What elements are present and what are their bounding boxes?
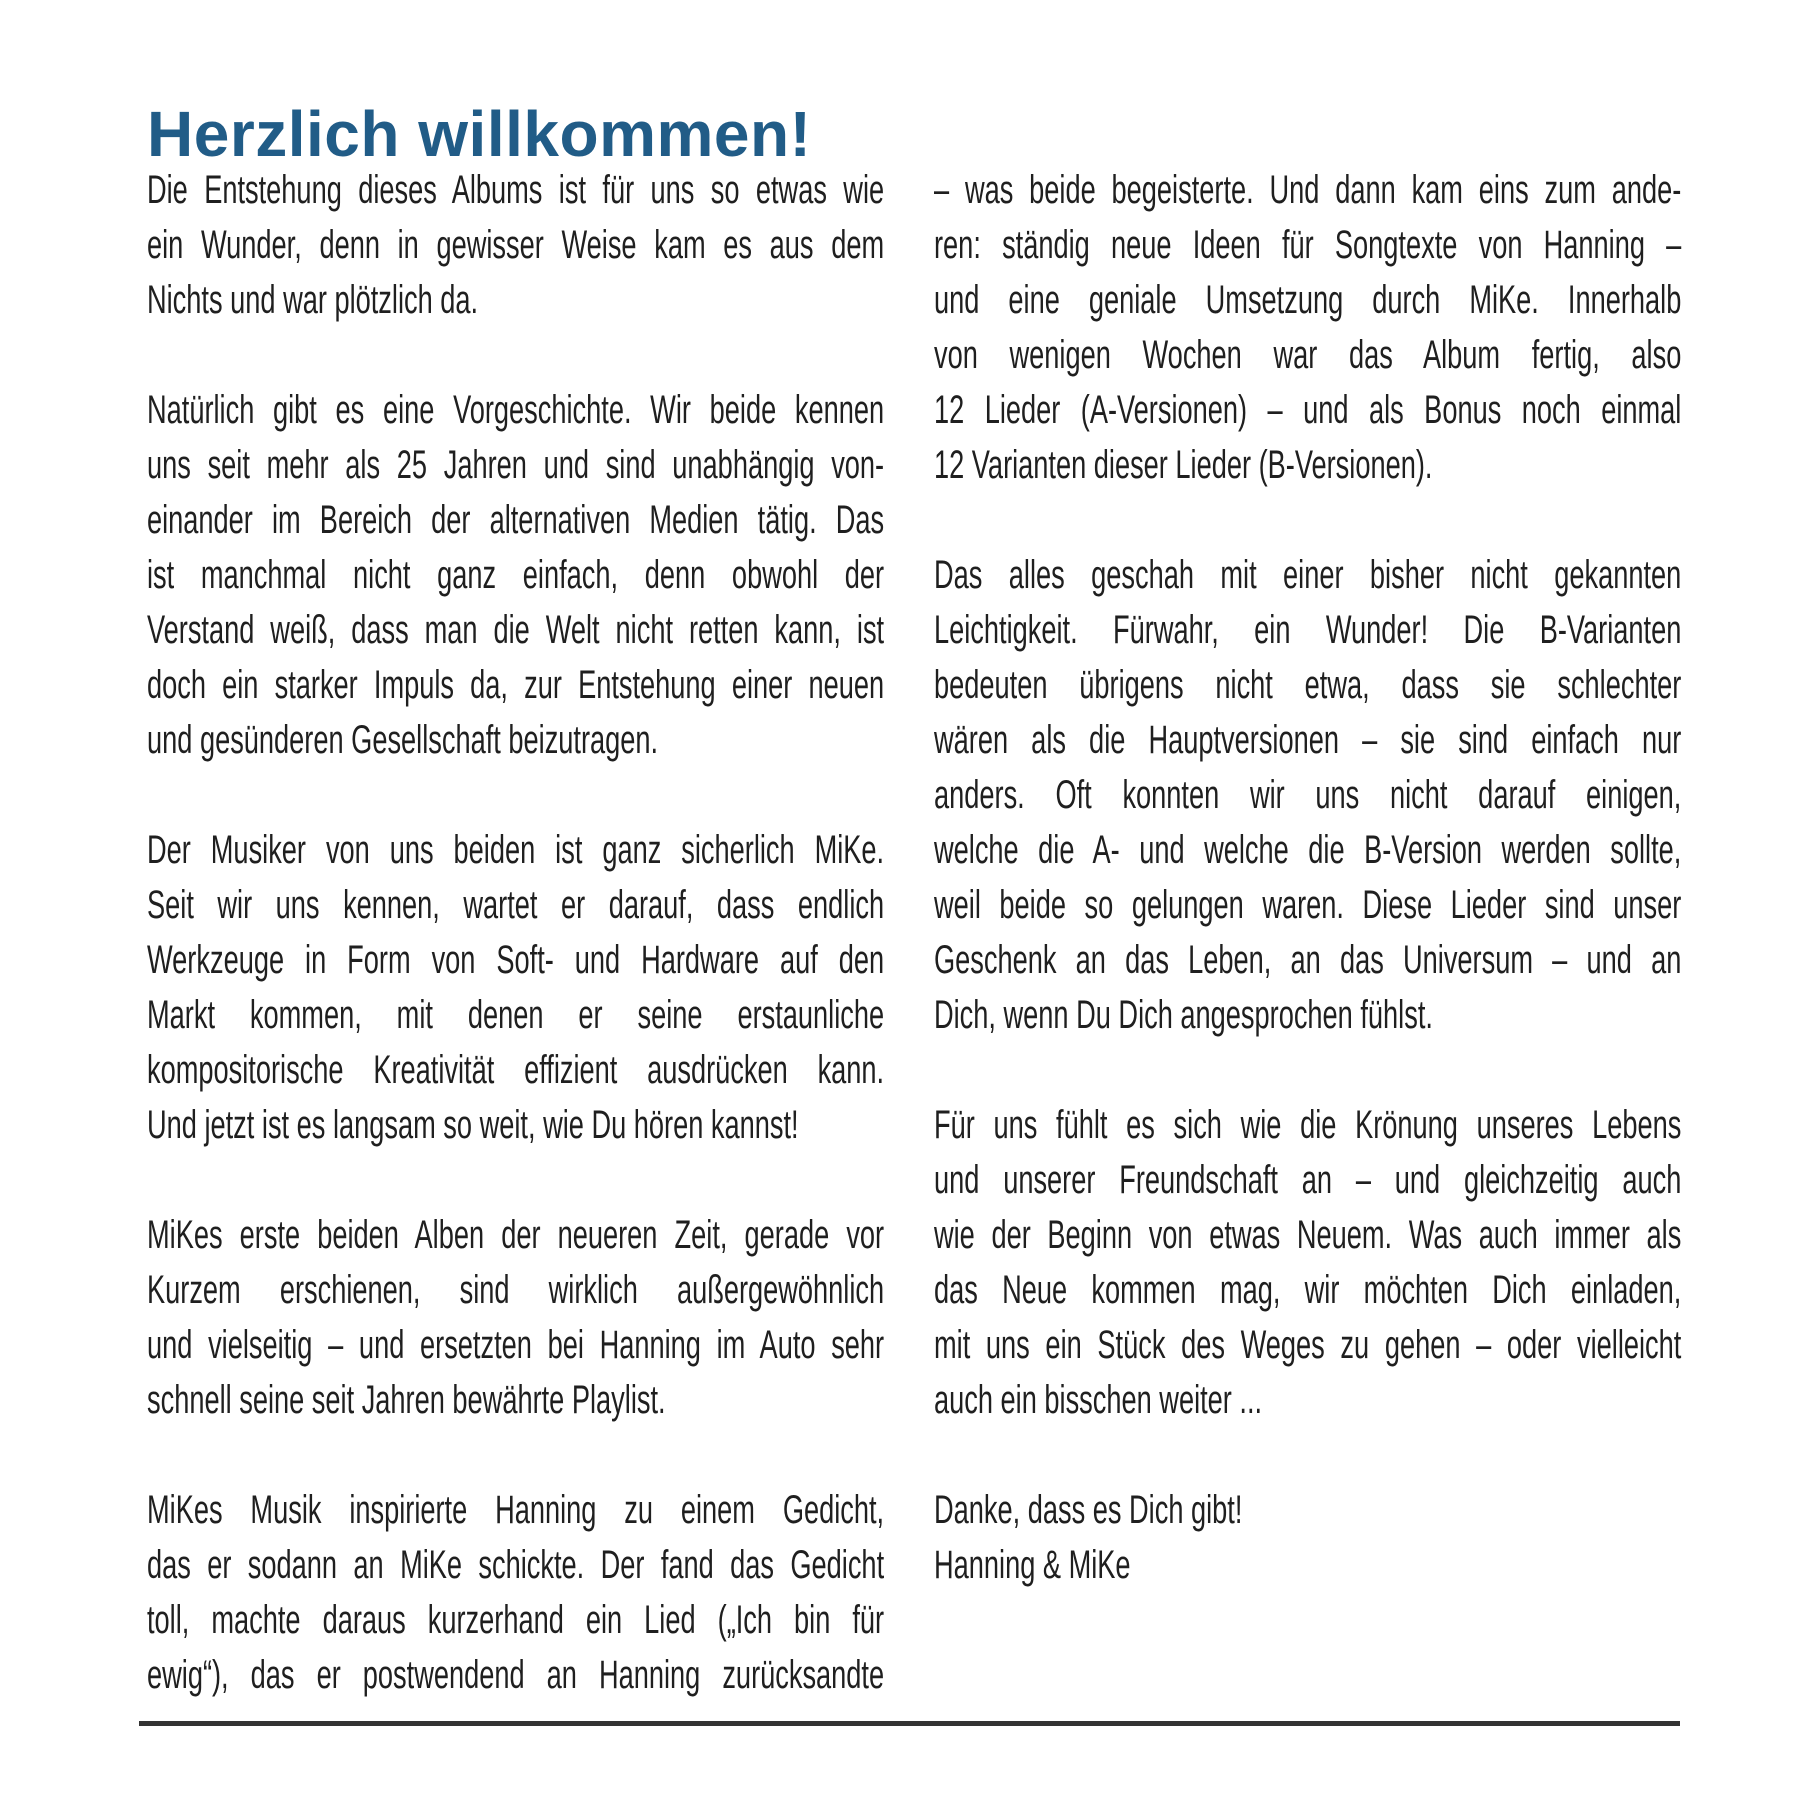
column-left [147, 163, 884, 1703]
column-right [934, 163, 1681, 1703]
text-line: doch ein starker Impuls da, zur Entstehung einer neuen [147, 663, 885, 707]
text-line: ren: ständig neue Ideen für Songtexte von Hanning – [934, 223, 1682, 267]
text-line: welche die A- und welche die B-Version werden sollte, [934, 828, 1682, 872]
paragraph [934, 1483, 1681, 1593]
text-line: toll, machte daraus kurzerhand ein Lied („Ich bin für [147, 1598, 885, 1642]
text-line: Verstand weiß, dass man die Welt nicht retten kann, ist [147, 608, 885, 652]
text-line: und eine geniale Umsetzung durch MiKe. Innerhalb [934, 278, 1682, 322]
paragraph [147, 383, 884, 768]
text-line: Der Musiker von uns beiden ist ganz sicherlich MiKe. [147, 828, 885, 872]
text-line: Seit wir uns kennen, wartet er darauf, dass endlich [147, 883, 885, 927]
text-line: wie der Beginn von etwas Neuem. Was auch immer als [934, 1213, 1682, 1257]
text-line: kompositorische Kreativität effizient ausdrücken kann. [147, 1048, 885, 1092]
text-line: einander im Bereich der alternativen Medien tätig. Das [147, 498, 885, 542]
text-line: Markt kommen, mit denen er seine erstaunliche [147, 993, 885, 1037]
text-line: von wenigen Wochen war das Album fertig, also [934, 333, 1682, 377]
text-line: Geschenk an das Leben, an das Universum – und an [934, 938, 1682, 982]
column-left-text [147, 163, 884, 1703]
text-line: ein Wunder, denn in gewisser Weise kam es aus dem [147, 223, 885, 267]
text-line: mit uns ein Stück des Weges zu gehen – oder vielleicht [934, 1323, 1682, 1367]
text-line: MiKes Musik inspirierte Hanning zu einem Gedicht, [147, 1488, 885, 1532]
text-line: und gesünderen Gesellschaft beizutragen. [147, 718, 659, 762]
text-line: Das alles geschah mit einer bisher nicht gekannten [934, 553, 1682, 597]
text-line: MiKes erste beiden Alben der neueren Zeit, gerade vor [147, 1213, 885, 1257]
paragraph [147, 163, 884, 328]
text-line: anders. Oft konnten wir uns nicht darauf einigen, [934, 773, 1682, 817]
text-line: uns seit mehr als 25 Jahren und sind unabhängig von- [147, 443, 885, 487]
text-line: ewig“), das er postwendend an Hanning zurücksandte [147, 1653, 885, 1697]
page-title: Herzlich willkommen! [147, 98, 812, 170]
text-line: wären als die Hauptversionen – sie sind einfach nur [934, 718, 1682, 762]
text-line: Natürlich gibt es eine Vorgeschichte. Wir beide kennen [147, 388, 885, 432]
text-line: schnell seine seit Jahren bewährte Playlist. [147, 1378, 666, 1422]
text-line: und unserer Freundschaft an – und gleichzeitig auch [934, 1158, 1682, 1202]
paragraph [934, 1098, 1681, 1428]
text-line: Kurzem erschienen, sind wirklich außergewöhnlich [147, 1268, 885, 1312]
text-line: Werkzeuge in Form von Soft- und Hardware auf den [147, 938, 885, 982]
text-line: das er sodann an MiKe schickte. Der fand das Gedicht [147, 1543, 885, 1587]
text-line: Die Entstehung dieses Albums ist für uns so etwas wie [147, 168, 885, 212]
text-line: 12 Varianten dieser Lieder (B-Versionen). [934, 443, 1433, 487]
text-line: das Neue kommen mag, wir möchten Dich einladen, [934, 1268, 1682, 1312]
text-line: ist manchmal nicht ganz einfach, denn obwohl der [147, 553, 885, 597]
paragraph [147, 1483, 884, 1703]
paragraph [147, 823, 884, 1153]
text-line: Danke, dass es Dich gibt! [934, 1488, 1243, 1532]
text-line: weil beide so gelungen waren. Diese Lieder sind unser [934, 883, 1682, 927]
text-line: auch ein bisschen weiter ... [934, 1378, 1263, 1422]
text-line: Und jetzt ist es langsam so weit, wie Du hören kannst! [147, 1103, 799, 1147]
paragraph [934, 163, 1681, 493]
text-line: Leichtigkeit. Fürwahr, ein Wunder! Die B-Varianten [934, 608, 1682, 652]
text-line: bedeuten übrigens nicht etwa, dass sie schlechter [934, 663, 1682, 707]
column-right-text [934, 163, 1681, 1593]
text-columns [147, 163, 1681, 1703]
text-line: Hanning & MiKe [934, 1543, 1131, 1587]
bottom-divider-rule [139, 1721, 1680, 1726]
paragraph [147, 1208, 884, 1428]
text-line: Nichts und war plötzlich da. [147, 278, 479, 322]
text-line: Für uns fühlt es sich wie die Krönung unseres Lebens [934, 1103, 1682, 1147]
text-line: – was beide begeisterte. Und dann kam eins zum ande- [934, 168, 1682, 212]
text-line: und vielseitig – und ersetzten bei Hanning im Auto sehr [147, 1323, 885, 1367]
text-line: 12 Lieder (A-Versionen) – und als Bonus noch einmal [934, 388, 1682, 432]
text-line: Dich, wenn Du Dich angesprochen fühlst. [934, 993, 1433, 1037]
paragraph [934, 548, 1681, 1043]
